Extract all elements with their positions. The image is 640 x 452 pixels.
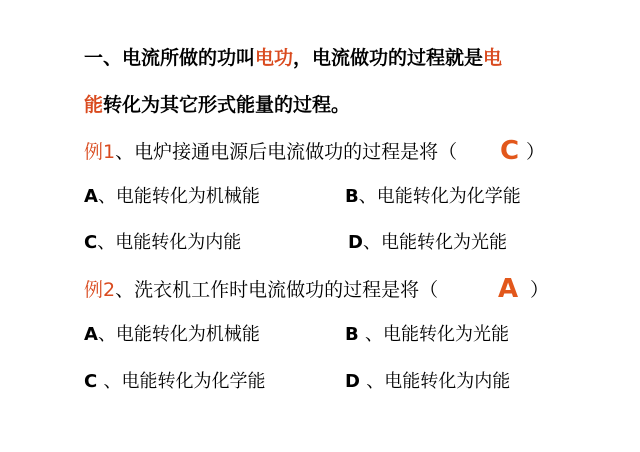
option-text: 、电能转化为光能 bbox=[362, 232, 507, 253]
example1-option-a bbox=[84, 185, 260, 209]
option-text: 、电能转化为机械能 bbox=[97, 324, 260, 345]
example1-label: 例1 bbox=[84, 141, 116, 163]
term-electric-energy-part2: 能 bbox=[84, 94, 104, 116]
option-letter: D bbox=[345, 371, 367, 392]
example1-option-d bbox=[348, 231, 507, 255]
option-text: 、电能转化为化学能 bbox=[103, 371, 266, 392]
option-letter: B bbox=[345, 186, 359, 207]
example1-question bbox=[84, 140, 457, 164]
option-text: 、电能转化为机械能 bbox=[97, 186, 260, 207]
option-text: 、电能转化为内能 bbox=[97, 232, 242, 253]
example1-question-text: 、电炉接通电源后电流做功的过程是将（ bbox=[115, 141, 458, 163]
term-electric-energy-part1: 电 bbox=[483, 47, 503, 69]
intro-line-2 bbox=[84, 93, 350, 117]
example1-answer: C bbox=[500, 136, 520, 166]
option-letter: A bbox=[84, 186, 98, 207]
option-letter: D bbox=[348, 232, 363, 253]
option-text: 、电能转化为光能 bbox=[365, 324, 509, 345]
example2-option-b bbox=[345, 323, 509, 347]
example2-label: 例2 bbox=[84, 279, 116, 301]
example2-question-text: 、洗衣机工作时电流做功的过程是将（ bbox=[115, 279, 439, 301]
example1-option-c bbox=[84, 231, 241, 255]
example2-question bbox=[84, 278, 438, 302]
option-letter: A bbox=[84, 324, 98, 345]
intro-text-2: ，电流做功的过程就是 bbox=[293, 47, 484, 69]
example2-close-paren: ） bbox=[530, 279, 550, 301]
example2-answer: A bbox=[498, 274, 519, 304]
example1-close-paren: ） bbox=[526, 141, 546, 163]
option-letter: B bbox=[345, 324, 365, 345]
example2-option-c bbox=[84, 370, 265, 394]
intro-text-3: 转化为其它形式能量的过程。 bbox=[103, 94, 351, 116]
option-letter: C bbox=[84, 371, 104, 392]
example2-option-d bbox=[345, 370, 510, 394]
option-text: 、电能转化为化学能 bbox=[358, 186, 521, 207]
intro-line-1 bbox=[84, 46, 502, 70]
intro-text-1: 一、电流所做的功叫 bbox=[84, 47, 256, 69]
example2-option-a bbox=[84, 323, 260, 347]
option-letter: C bbox=[84, 232, 98, 253]
term-electric-work: 电功 bbox=[255, 47, 294, 69]
option-text: 、电能转化为内能 bbox=[366, 371, 511, 392]
example1-option-b bbox=[345, 185, 521, 209]
